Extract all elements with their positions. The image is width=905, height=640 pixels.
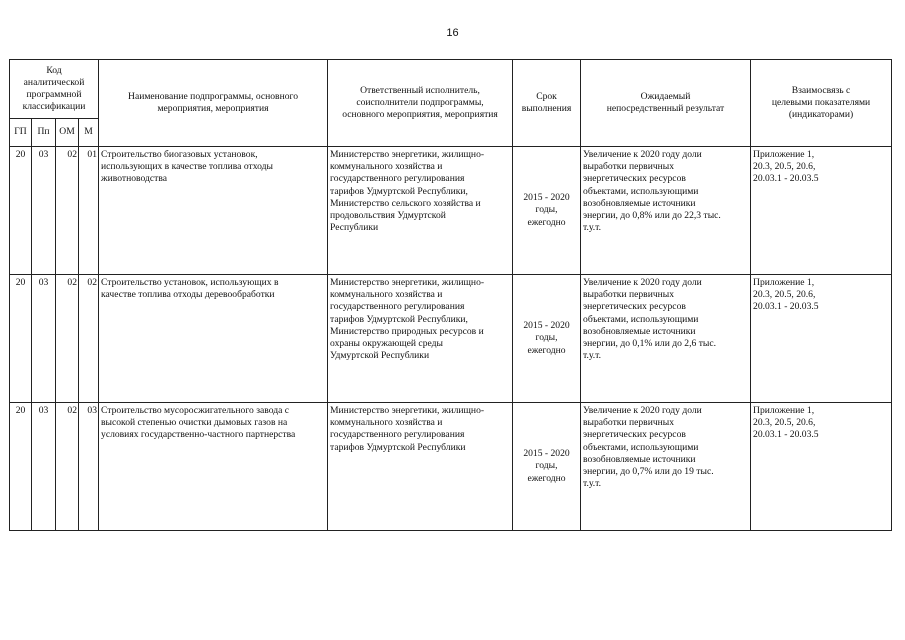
cell-deadline: 2015 - 2020 годы, ежегодно xyxy=(513,275,581,403)
cell-pp: 03 xyxy=(32,275,56,403)
cell-executor: Министерство энергетики, жилищно- коммунального хозяйства и государственного регулирования тарифов Удмуртской Республики xyxy=(328,403,513,531)
cell-gp: 20 xyxy=(10,403,32,531)
cell-executor: Министерство энергетики, жилищно- коммунального хозяйства и государственного регулирования тарифов Удмуртской Республики, Министерство природных ресурсов и охраны окружающей среды Удмуртской Республики xyxy=(328,275,513,403)
cell-indicators: Приложение 1, 20.3, 20.5, 20.6, 20.03.1 - 20.03.5 xyxy=(751,275,892,403)
cell-pp: 03 xyxy=(32,403,56,531)
header-result: Ожидаемый непосредственный результат xyxy=(581,60,751,147)
program-table xyxy=(9,59,892,531)
cell-name: Строительство установок, использующих в качестве топлива отходы деревообработки xyxy=(99,275,328,403)
cell-name: Строительство биогазовых установок, использующих в качестве топлива отходы животноводства xyxy=(99,147,328,275)
header-code-pp: Пп xyxy=(32,119,56,147)
cell-gp: 20 xyxy=(10,147,32,275)
cell-om: 02 xyxy=(56,147,79,275)
cell-om: 02 xyxy=(56,275,79,403)
cell-executor: Министерство энергетики, жилищно- коммунального хозяйства и государственного регулирования тарифов Удмуртской Республики, Министерство сельского хозяйства и продовольствия Удмуртской Республики xyxy=(328,147,513,275)
cell-m: 02 xyxy=(79,275,99,403)
header-code-m: М xyxy=(79,119,99,147)
table-row xyxy=(10,403,892,531)
cell-name: Строительство мусоросжигательного завода с высокой степенью очистки дымовых газов на условиях государственно-частного партнерства xyxy=(99,403,328,531)
cell-indicators: Приложение 1, 20.3, 20.5, 20.6, 20.03.1 - 20.03.5 xyxy=(751,147,892,275)
header-row xyxy=(10,60,892,119)
page-number: 16 xyxy=(446,27,459,39)
cell-gp: 20 xyxy=(10,275,32,403)
cell-m: 03 xyxy=(79,403,99,531)
table-row xyxy=(10,147,892,275)
cell-result: Увеличение к 2020 году доли выработки первичных энергетических ресурсов объектами, использующими возобновляемые источники энергии, до 0,1% или до 2,6 тыс. т.у.т. xyxy=(581,275,751,403)
cell-pp: 03 xyxy=(32,147,56,275)
header-deadline: Срок выполнения xyxy=(513,60,581,147)
cell-m: 01 xyxy=(79,147,99,275)
header-name: Наименование подпрограммы, основного мероприятия, мероприятия xyxy=(99,60,328,147)
header-indicators: Взаимосвязь с целевыми показателями (индикаторами) xyxy=(751,60,892,147)
header-code-gp: ГП xyxy=(10,119,32,147)
table-row xyxy=(10,275,892,403)
cell-om: 02 xyxy=(56,403,79,531)
cell-result: Увеличение к 2020 году доли выработки первичных энергетических ресурсов объектами, использующими возобновляемые источники энергии, до 0,7% или до 19 тыс. т.у.т. xyxy=(581,403,751,531)
header-code-om: ОМ xyxy=(56,119,79,147)
header-code-group: Код аналитической программной классификации xyxy=(10,60,99,119)
cell-deadline: 2015 - 2020 годы, ежегодно xyxy=(513,403,581,531)
cell-result: Увеличение к 2020 году доли выработки первичных энергетических ресурсов объектами, использующими возобновляемые источники энергии, до 0,8% или до 22,3 тыс. т.у.т. xyxy=(581,147,751,275)
cell-indicators: Приложение 1, 20.3, 20.5, 20.6, 20.03.1 - 20.03.5 xyxy=(751,403,892,531)
header-executor: Ответственный исполнитель, соисполнители подпрограммы, основного мероприятия, мероприятия xyxy=(328,60,513,147)
cell-deadline: 2015 - 2020 годы, ежегодно xyxy=(513,147,581,275)
